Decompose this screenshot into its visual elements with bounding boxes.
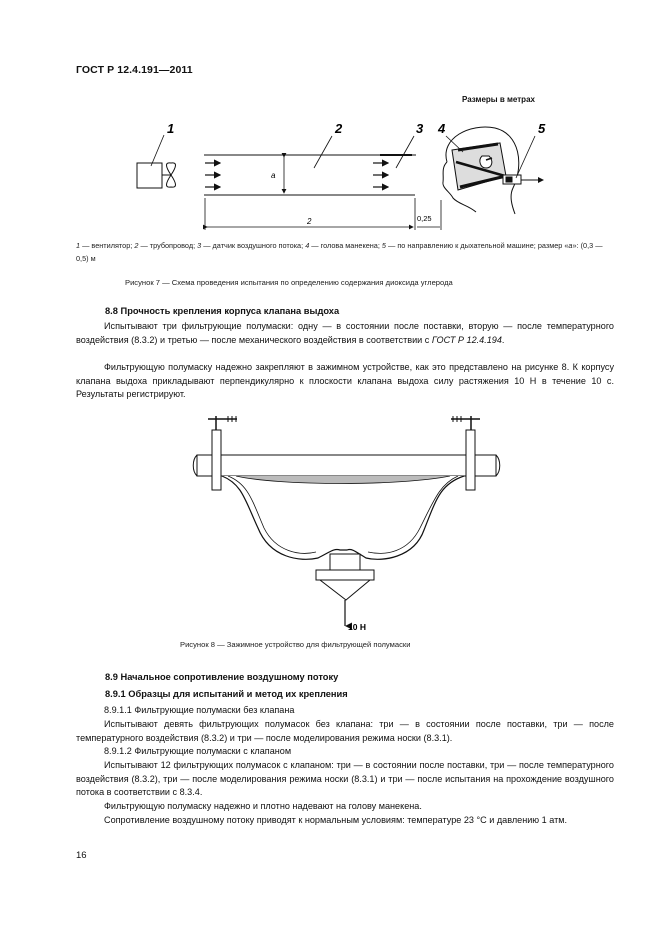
- section-8-9-paragraph-3: Фильтрующую полумаску надежно и плотно надевают на голову манекена.: [104, 801, 422, 811]
- clamp-post-right: [466, 430, 475, 490]
- label-3: 3: [416, 121, 424, 136]
- section-8-8-paragraph-1: Испытывают три фильтрующие полумаски: одну — в состоянии после поставки, вторую — после температурного воздействия (8.3.2) и третью — после механического воздействия в соответствии с ГОСТ Р 12.4.194.: [76, 321, 614, 345]
- clamp-post-left: [212, 430, 221, 490]
- figure-7-caption: Рисунок 7 — Схема проведения испытания по определению содержания диоксида углерода: [125, 278, 453, 287]
- section-8-8-heading: 8.8 Прочность крепления корпуса клапана выдоха: [105, 306, 340, 316]
- dim-offset-label: 0,25: [417, 214, 432, 223]
- section-8-8-paragraph-2: Фильтрующую полумаску надежно закрепляют в зажимном устройстве, как это представлено на рисунке 8. К корпусу клапана выдоха прикладывают перпендикулярно к плоскости клапана выдоха силу растяжения 10 Н в течение 10 с. Результаты регистрируют.: [76, 362, 614, 400]
- section-8-9-1-2-text: Испытывают 12 фильтрующих полумасок с клапаном: три — в состоянии после поставки, три — после температурного воздействия (8.3.2), три — после моделирования режима носки (8.3.1) и три — после испытания на прохождение воздушного потока в соответствии с 8.3.4.: [76, 760, 614, 798]
- clamp-bar: [197, 455, 496, 476]
- section-8-9-heading: 8.9 Начальное сопротивление воздушному потоку: [105, 672, 339, 682]
- section-8-9-1-1-text: Испытывают девять фильтрующих полумасок без клапана: три — в состоянии после поставки, три — после температурного воздействия (8.3.2) и три — после моделирования режима носки (8.3.1).: [76, 719, 614, 743]
- label-4: 4: [438, 121, 446, 136]
- figure-7-legend: 1 — вентилятор; 2 — трубопровод; 3 — датчик воздушного потока; 4 — голова манекена; 5 — по направлению к дыхательной машине; размер «a»: (0,3 — 0,5) м: [76, 241, 603, 263]
- section-8-9-1-heading: 8.9.1 Образцы для испытаний и метод их крепления: [105, 689, 348, 699]
- page-number: 16: [76, 850, 87, 861]
- units-note: Размеры в метрах: [462, 95, 535, 104]
- force-label: 10 Н: [348, 622, 366, 632]
- label-5: 5: [538, 121, 546, 136]
- standard-code-header: ГОСТ Р 12.4.191—2011: [76, 64, 193, 76]
- exhalation-valve: [330, 554, 360, 570]
- section-8-9-paragraph-4: Сопротивление воздушному потоку приводят к нормальным условиям: температуре 23 °С и давлению 1 атм.: [104, 815, 568, 825]
- dim-length-label: 2: [307, 217, 312, 226]
- half-mask-body: [222, 476, 464, 559]
- figure-8-caption: Рисунок 8 — Зажимное устройство для фильтрующей полумаски: [180, 640, 411, 649]
- section-8-9-1-2-title: 8.9.1.2 Фильтрующие полумаски с клапаном: [104, 746, 292, 756]
- label-1: 1: [167, 121, 175, 136]
- section-8-9-1-1-title: 8.9.1.1 Фильтрующие полумаски без клапана: [104, 705, 295, 715]
- dim-a-label: a: [271, 171, 276, 180]
- label-2: 2: [335, 121, 343, 136]
